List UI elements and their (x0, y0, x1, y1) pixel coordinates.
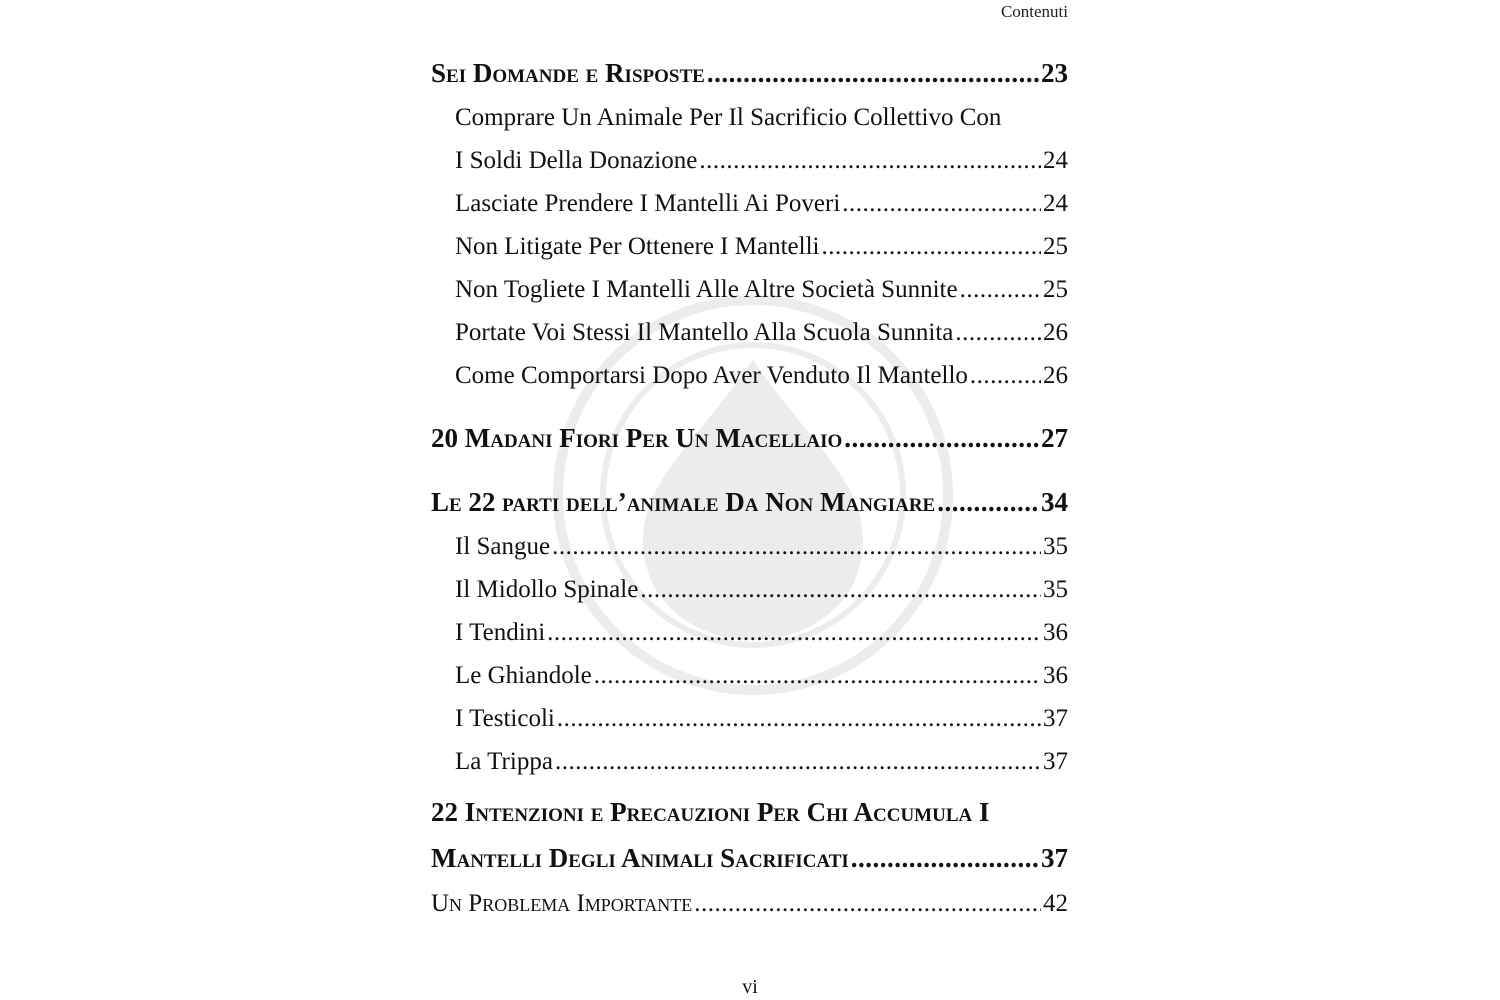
toc-title: Portate Voi Stessi Il Mantello Alla Scuola Sunnita (455, 319, 954, 346)
dot-leader (555, 740, 1041, 783)
toc-title: Le Ghiandole (455, 662, 592, 689)
spacer (431, 397, 1068, 415)
toc-title: Il Sangue (455, 533, 551, 560)
dot-leader (970, 354, 1041, 397)
toc-item[interactable] (431, 139, 1068, 182)
toc-title: Comprare Un Animale Per Il Sacrificio Collettivo Con (455, 104, 1002, 131)
toc-page-number: 27 (1041, 423, 1068, 453)
toc-item[interactable] (431, 225, 1068, 268)
toc-section-4[interactable] (431, 789, 1068, 835)
toc-item[interactable] (431, 568, 1068, 611)
toc-page-number: 35 (1043, 533, 1068, 560)
dot-leader (844, 415, 1039, 461)
toc-title: Mantelli Degli Animali Sacrificati (431, 843, 849, 873)
table-of-contents (431, 50, 1068, 927)
toc-title: La Trippa (455, 748, 553, 775)
toc-item[interactable] (431, 268, 1068, 311)
toc-item[interactable] (431, 96, 1068, 139)
dot-leader (594, 654, 1041, 697)
toc-title: I Tendini (455, 619, 546, 646)
toc-item[interactable] (431, 654, 1068, 697)
toc-item[interactable] (431, 611, 1068, 654)
toc-page-number: 25 (1043, 276, 1068, 303)
dot-leader (937, 479, 1039, 525)
toc-title: 20 Madani Fiori Per Un Macellaio (431, 423, 843, 453)
toc-page-number: 24 (1043, 147, 1068, 174)
dot-leader (557, 697, 1041, 740)
dot-leader (707, 50, 1039, 96)
toc-page-number: 36 (1043, 662, 1068, 689)
dot-leader (640, 568, 1041, 611)
dot-leader (699, 139, 1041, 182)
toc-page-number: 37 (1043, 705, 1068, 732)
toc-title: Il Midollo Spinale (455, 576, 639, 603)
toc-title: Le 22 parti dell’animale Da Non Mangiare (431, 487, 936, 517)
toc-section-4-cont[interactable] (431, 835, 1068, 881)
dot-leader (694, 881, 1041, 927)
toc-item[interactable] (431, 697, 1068, 740)
dot-leader (960, 268, 1041, 311)
toc-title: 22 Intenzioni e Precauzioni Per Chi Accumula I (431, 797, 990, 827)
dot-leader (842, 182, 1041, 225)
toc-title: Lasciate Prendere I Mantelli Ai Poveri (455, 190, 841, 217)
dot-leader (552, 525, 1041, 568)
toc-item[interactable] (431, 354, 1068, 397)
toc-title: Un Problema Importante (431, 890, 693, 917)
toc-section-5[interactable] (431, 881, 1068, 927)
dot-leader (547, 611, 1041, 654)
toc-title: I Soldi Della Donazione (455, 147, 698, 174)
toc-section-3[interactable] (431, 479, 1068, 525)
toc-page-number: 24 (1043, 190, 1068, 217)
dot-leader (851, 835, 1039, 881)
spacer (431, 461, 1068, 479)
toc-page-number: 35 (1043, 576, 1068, 603)
toc-title: Non Litigate Per Ottenere I Mantelli (455, 233, 820, 260)
toc-item[interactable] (431, 311, 1068, 354)
toc-title: I Testicoli (455, 705, 555, 732)
toc-title: Non Togliete I Mantelli Alle Altre Società Sunnite (455, 276, 958, 303)
toc-page-number: 23 (1041, 58, 1068, 88)
running-head: Contenuti (1000, 2, 1068, 21)
toc-title: Sei Domande e Risposte (431, 58, 705, 88)
page-number: vi (742, 976, 758, 998)
toc-page-number: 26 (1043, 319, 1068, 346)
toc-page-number: 37 (1043, 748, 1068, 775)
dot-leader (821, 225, 1041, 268)
toc-page-number: 37 (1041, 843, 1068, 873)
toc-page-number: 26 (1043, 362, 1068, 389)
toc-title: Come Comportarsi Dopo Aver Venduto Il Mantello (455, 362, 968, 389)
toc-page-number: 36 (1043, 619, 1068, 646)
toc-page-number: 34 (1041, 487, 1068, 517)
toc-item[interactable] (431, 182, 1068, 225)
toc-page-number: 42 (1043, 890, 1068, 917)
toc-section-1[interactable] (431, 50, 1068, 96)
toc-section-2[interactable] (431, 415, 1068, 461)
toc-page-number: 25 (1043, 233, 1068, 260)
toc-item[interactable] (431, 525, 1068, 568)
dot-leader (955, 311, 1041, 354)
toc-item[interactable] (431, 740, 1068, 783)
